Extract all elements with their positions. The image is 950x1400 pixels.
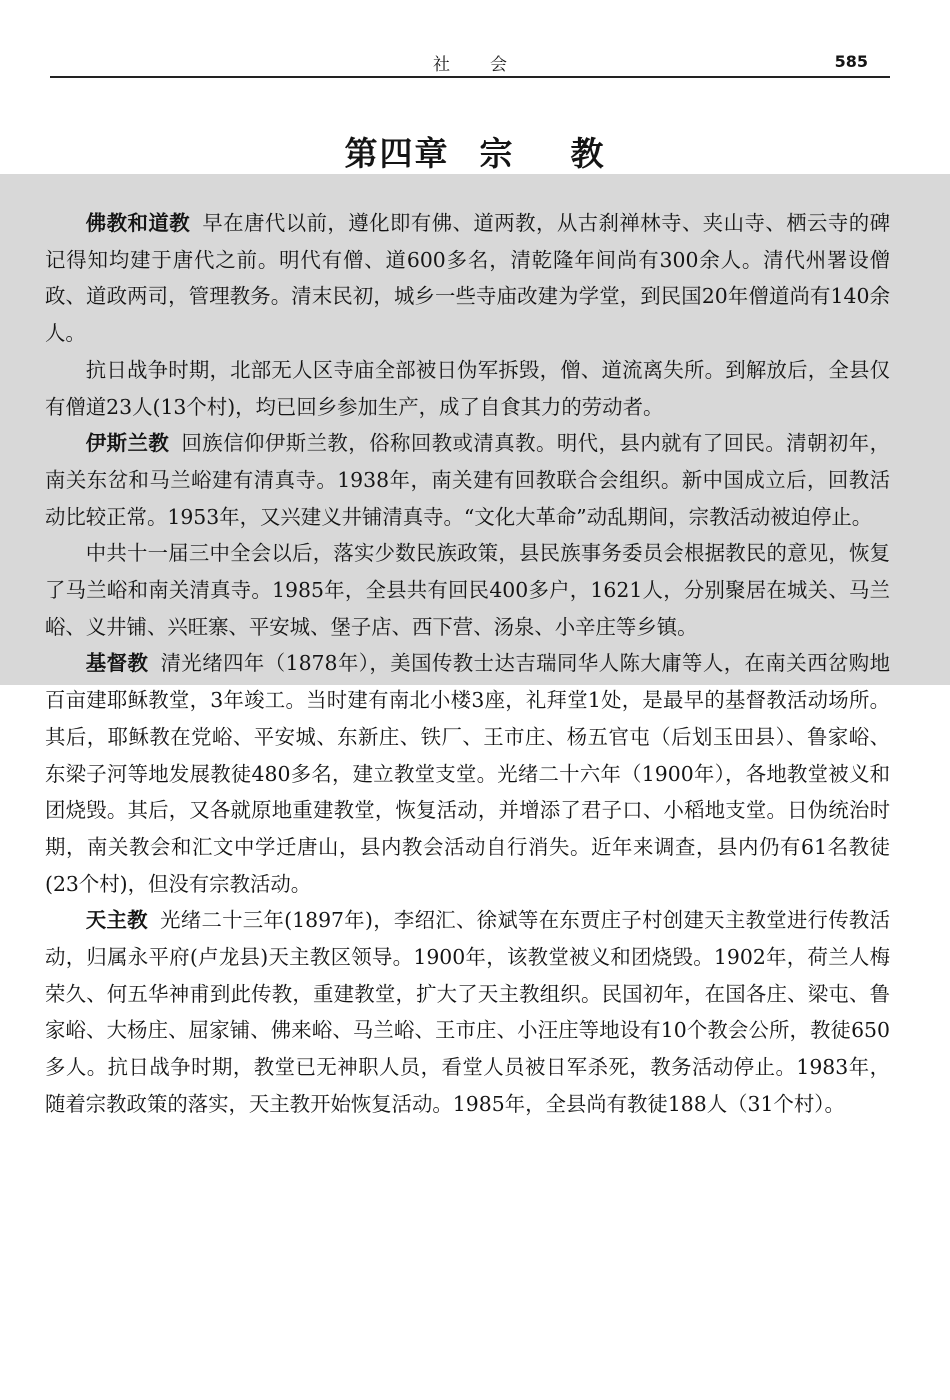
paragraph-text: 抗日战争时期，北部无人区寺庙全部被日伪军拆毁，僧、道流离失所。到解放后，全县仅有僧道23人(13个村)，均已回乡参加生产，成了自食其力的劳动者。 bbox=[45, 357, 890, 419]
paragraph-text: 清光绪四年（1878年），美国传教士达吉瑞同华人陈大庸等人，在南关西岔购地百亩建耶稣教堂，3年竣工。当时建有南北小楼3座，礼拜堂1处，是最早的基督教活动场所。其后，耶稣教在党峪、平安城、东新庄、铁厂、王市庄、杨五官屯（后划玉田县）、鲁家峪、东梁子河等地发展教徒480多名，建立教堂支堂。光绪二十六年（1900年），各地教堂被义和团烧毁。其后，又各就原地重建教堂，恢复活动，并增添了君子口、小稻地支堂。日伪统治时期，南关教会和汇文中学迁唐山，县内教会活动自行消失。近年来调查，县内仍有61名教徒(23个村)，但没有宗教活动。 bbox=[45, 651, 890, 896]
chapter-title bbox=[0, 128, 950, 175]
paragraph-text: 回族信仰伊斯兰教，俗称回教或清真教。明代，县内就有了回民。清朝初年，南关东岔和马兰峪建有清真寺。1938年，南关建有回教联合会组织。新中国成立后，回教活动比较正常。1953年，又兴建义井铺清真寺。“文化大革命”动乱期间，宗教活动被迫停止。 bbox=[45, 431, 891, 529]
paragraph-catholicism bbox=[45, 902, 890, 1122]
paragraph-lead: 基督教 bbox=[85, 651, 149, 676]
header-rule bbox=[50, 76, 890, 78]
page-number: 585 bbox=[834, 52, 868, 71]
section-title: 社会 bbox=[433, 55, 547, 75]
paragraph-text: 早在唐代以前，遵化即有佛、道两教，从古刹禅林寺、夹山寺、栖云寺的碑记得知均建于唐代之前。明代有僧、道600多名，清乾隆年间尚有300余人。清代州署设僧政、道政两司，管理教务。清末民初，城乡一些寺庙改建为学堂，到民国20年僧道尚有140余人。 bbox=[45, 211, 891, 346]
paragraph-text: 光绪二十三年(1897年)，李绍汇、徐斌等在东贾庄子村创建天主教堂进行传教活动，归属永平府(卢龙县)天主教区领导。1900年，该教堂被义和团烧毁。1902年，荷兰人梅荣久、何五华神甫到此传教，重建教堂，扩大了天主教组织。民国初年，在国各庄、梁屯、鲁家峪、大杨庄、屈家铺、佛来峪、马兰峪、王市庄、小汪庄等地设有10个教会公所，教徒650多人。抗日战争时期，教堂已无神职人员，看堂人员被日军杀死，教务活动停止。1983年，随着宗教政策的落实，天主教开始恢复活动。1985年，全县尚有教徒188人（31个村）。 bbox=[45, 908, 890, 1116]
running-header bbox=[50, 46, 890, 78]
paragraph-islam-revival bbox=[45, 535, 890, 645]
paragraph-anti-japanese-war bbox=[45, 352, 890, 425]
body-text bbox=[45, 205, 890, 1123]
chapter-title-char-2: 教 bbox=[570, 134, 606, 173]
paragraph-lead: 佛教和道教 bbox=[85, 211, 191, 235]
paragraph-lead: 伊斯兰教 bbox=[85, 431, 170, 456]
chapter-label: 第四章 bbox=[344, 134, 450, 173]
paragraph-text: 中共十一届三中全会以后，落实少数民族政策，县民族事务委员会根据教民的意见，恢复了马兰峪和南关清真寺。1985年，全县共有回民400多户，1621人，分别聚居在城关、马兰峪、义井铺、兴旺寨、平安城、堡子店、西下营、汤泉、小辛庄等乡镇。 bbox=[45, 541, 890, 639]
paragraph-buddhism-taoism bbox=[45, 205, 890, 352]
chapter-title-char-1: 宗 bbox=[479, 134, 515, 173]
paragraph-lead: 天主教 bbox=[85, 908, 148, 933]
paragraph-christianity bbox=[45, 645, 890, 902]
paragraph-islam bbox=[45, 425, 890, 535]
